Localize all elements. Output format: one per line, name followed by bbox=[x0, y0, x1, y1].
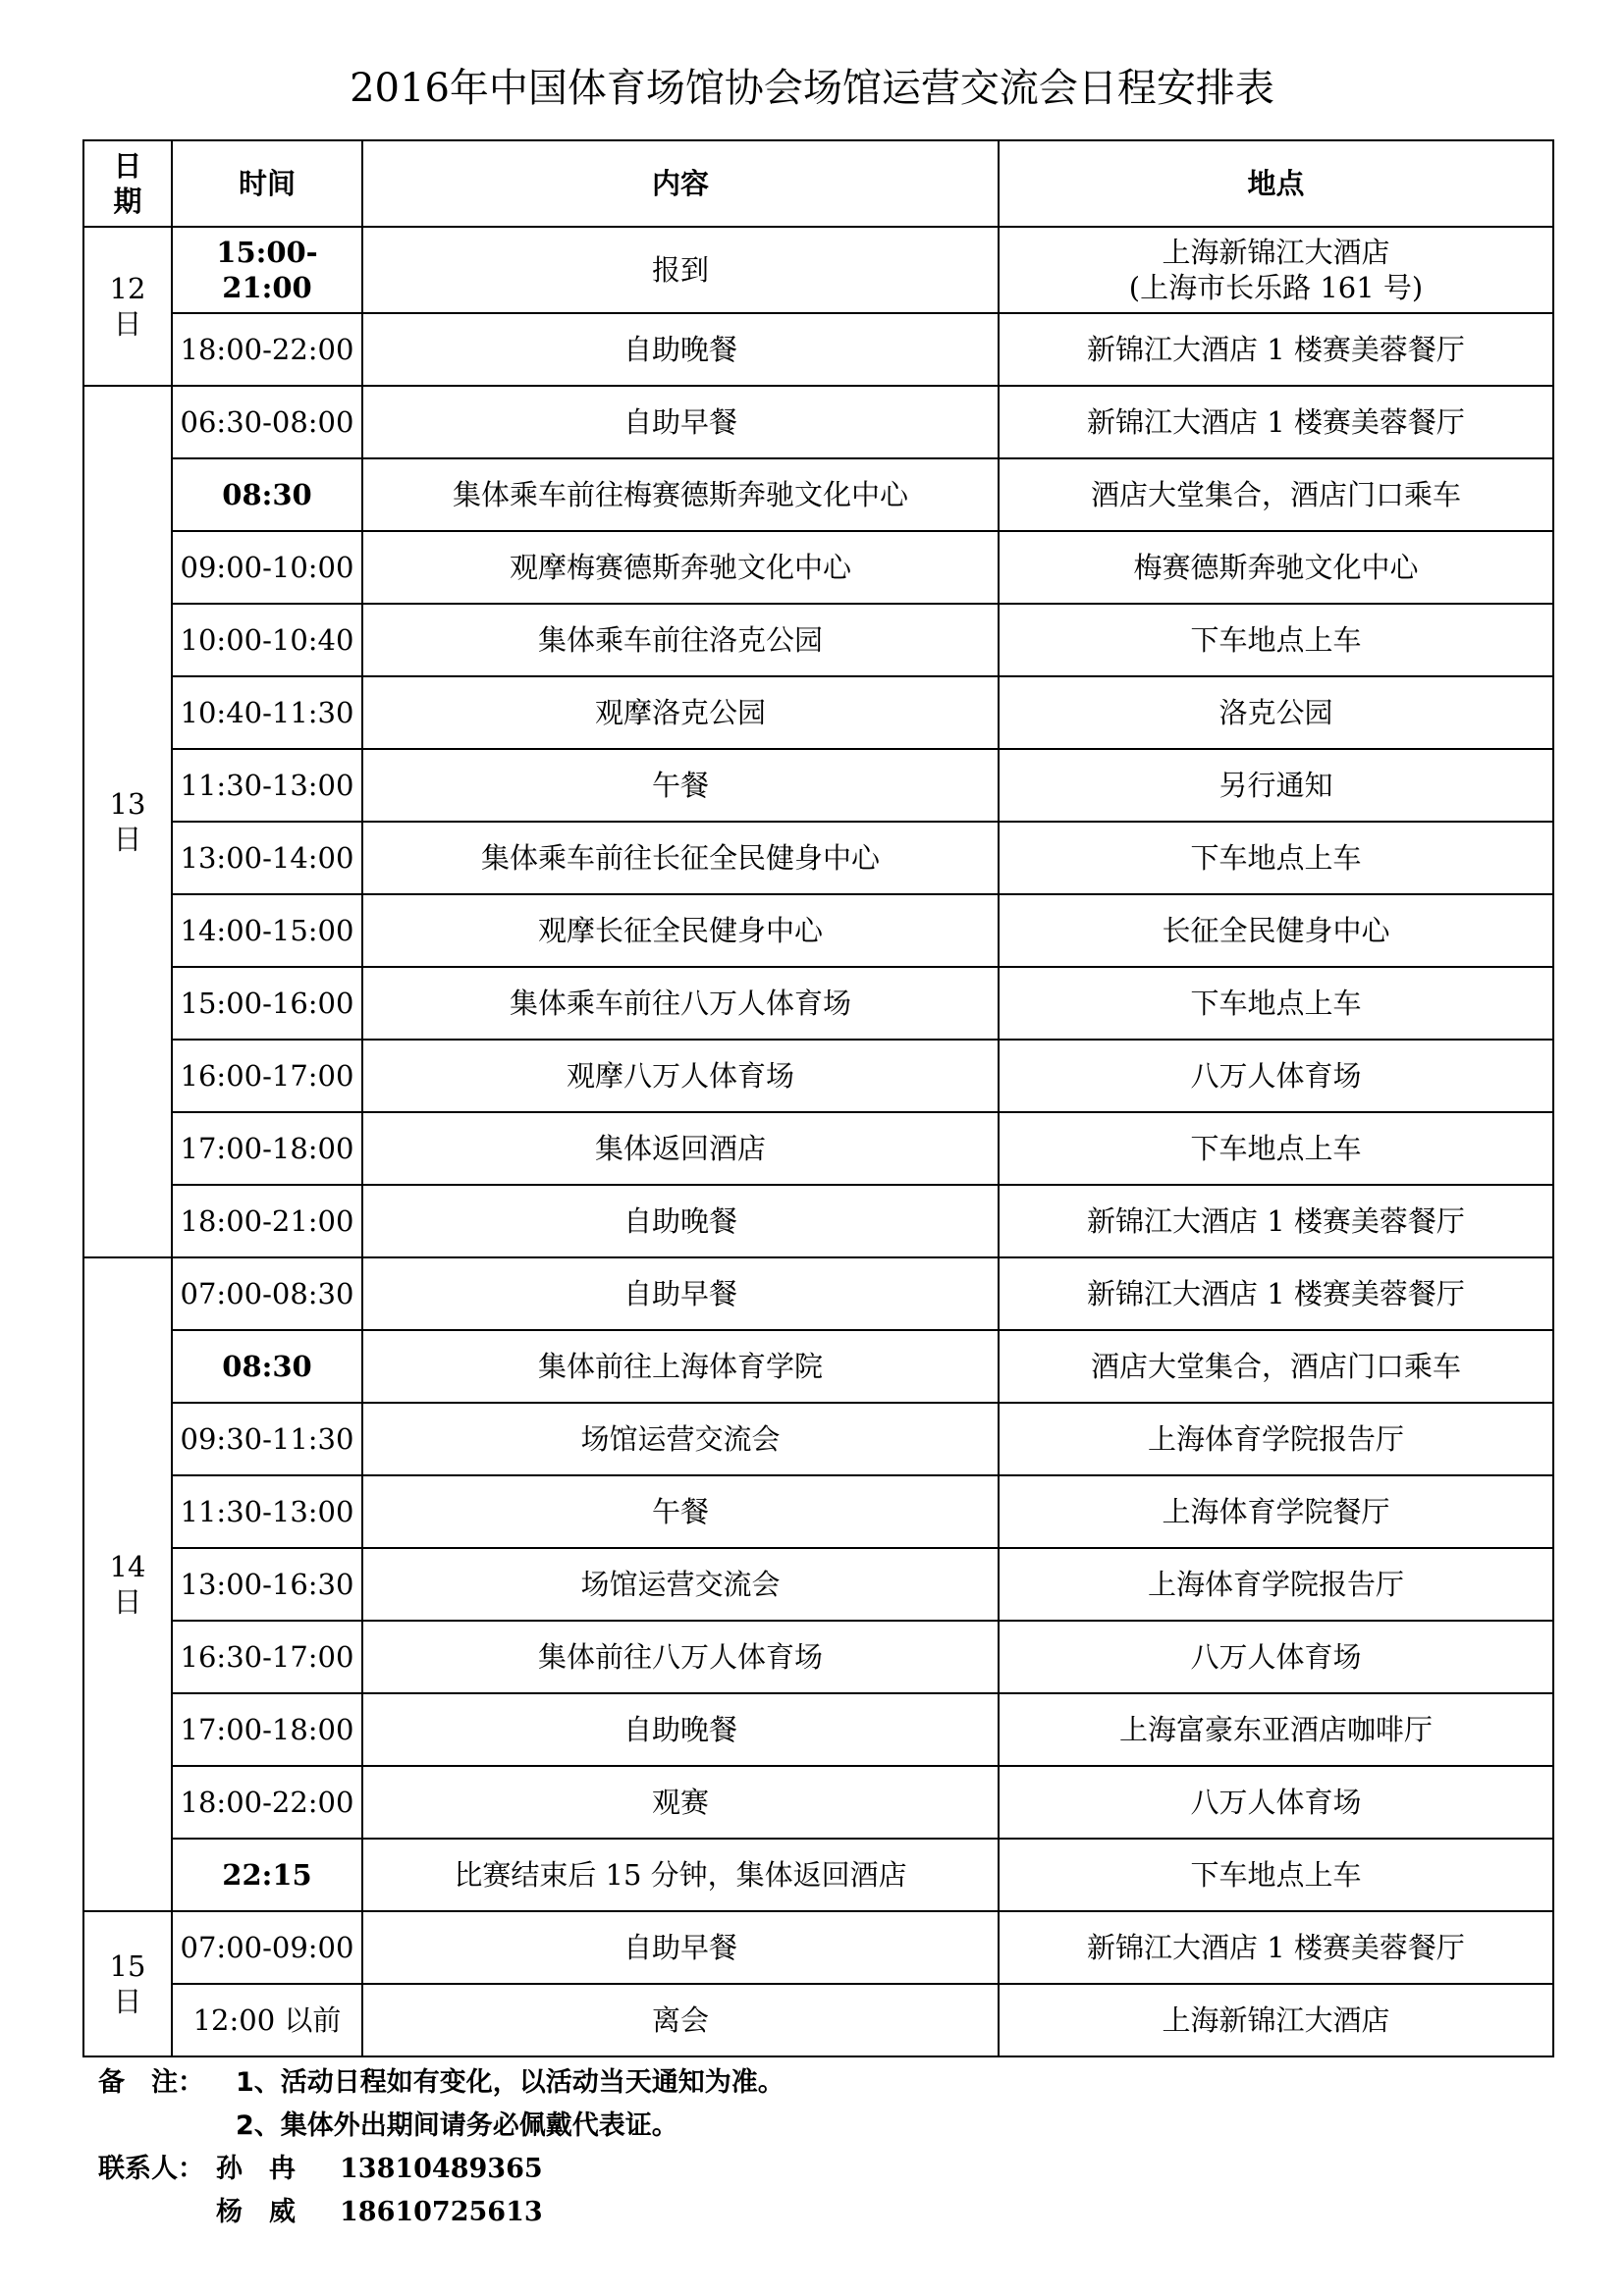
notes-label: 备 注： bbox=[98, 2067, 204, 2098]
contact-phone: 18610725613 bbox=[340, 2197, 543, 2227]
content-cell: 午餐 bbox=[362, 1475, 999, 1548]
time-cell: 09:00-10:00 bbox=[172, 531, 362, 604]
time-cell: 07:00-09:00 bbox=[172, 1911, 362, 1984]
content-cell: 自助晚餐 bbox=[362, 1693, 999, 1766]
page-title: 2016年中国体育场馆协会场馆运营交流会日程安排表 bbox=[350, 66, 1274, 111]
day-cell: 14 日 bbox=[83, 1257, 172, 1911]
place-cell bbox=[999, 1693, 1553, 1766]
table-row bbox=[83, 749, 1553, 822]
table-row bbox=[83, 1185, 1553, 1257]
contact-row-2 bbox=[98, 2191, 785, 2234]
place-cell bbox=[999, 1984, 1553, 2056]
table-row bbox=[83, 227, 1553, 313]
content-cell: 集体乘车前往梅赛德斯奔驰文化中心 bbox=[362, 458, 999, 531]
place-line: 梅赛德斯奔驰文化中心 bbox=[1133, 551, 1419, 584]
table-row bbox=[83, 894, 1553, 967]
contact-phone: 13810489365 bbox=[340, 2154, 543, 2184]
place-line: 下车地点上车 bbox=[1190, 623, 1362, 657]
schedule-table bbox=[82, 139, 1554, 2057]
place-cell bbox=[999, 1839, 1553, 1911]
place-line: 下车地点上车 bbox=[1190, 987, 1362, 1020]
day-cell: 15 日 bbox=[83, 1911, 172, 2056]
place-line: 下车地点上车 bbox=[1190, 1132, 1362, 1165]
time-cell: 09:30-11:30 bbox=[172, 1403, 362, 1475]
place-cell bbox=[999, 1185, 1553, 1257]
content-cell: 观摩洛克公园 bbox=[362, 676, 999, 749]
place-cell bbox=[999, 749, 1553, 822]
place-cell bbox=[999, 1548, 1553, 1621]
place-line: 上海体育学院报告厅 bbox=[1147, 1568, 1404, 1601]
place-cell bbox=[999, 458, 1553, 531]
table-row bbox=[83, 458, 1553, 531]
note-item: 1、活动日程如有变化，以活动当天通知为准。 bbox=[236, 2067, 785, 2098]
table-row bbox=[83, 1403, 1553, 1475]
place-cell bbox=[999, 386, 1553, 458]
place-cell bbox=[999, 1040, 1553, 1112]
place-cell bbox=[999, 1766, 1553, 1839]
content-cell: 场馆运营交流会 bbox=[362, 1403, 999, 1475]
table-row bbox=[83, 1839, 1553, 1911]
header-content: 内容 bbox=[362, 140, 999, 227]
table-row bbox=[83, 386, 1553, 458]
time-cell: 17:00-18:00 bbox=[172, 1693, 362, 1766]
time-cell: 18:00-22:00 bbox=[172, 313, 362, 386]
time-cell: 18:00-22:00 bbox=[172, 1766, 362, 1839]
contact-name: 杨 威 bbox=[216, 2197, 296, 2227]
time-cell: 15:00-21:00 bbox=[172, 227, 362, 313]
place-line: (上海市长乐路 161 号) bbox=[1128, 271, 1424, 304]
content-cell: 自助晚餐 bbox=[362, 1185, 999, 1257]
day-cell: 12 日 bbox=[83, 227, 172, 386]
table-row bbox=[83, 1257, 1553, 1330]
place-cell bbox=[999, 1257, 1553, 1330]
content-cell: 离会 bbox=[362, 1984, 999, 2056]
time-cell: 13:00-16:30 bbox=[172, 1548, 362, 1621]
content-cell: 比赛结束后 15 分钟，集体返回酒店 bbox=[362, 1839, 999, 1911]
table-row bbox=[83, 676, 1553, 749]
place-cell bbox=[999, 604, 1553, 676]
place-cell bbox=[999, 1112, 1553, 1185]
content-cell: 自助早餐 bbox=[362, 1911, 999, 1984]
note-row-1 bbox=[98, 2061, 785, 2105]
header-time: 时间 bbox=[172, 140, 362, 227]
place-line: 八万人体育场 bbox=[1190, 1059, 1362, 1093]
content-cell: 集体返回酒店 bbox=[362, 1112, 999, 1185]
place-cell bbox=[999, 1621, 1553, 1693]
time-cell: 10:40-11:30 bbox=[172, 676, 362, 749]
content-cell: 观摩八万人体育场 bbox=[362, 1040, 999, 1112]
content-cell: 自助晚餐 bbox=[362, 313, 999, 386]
table-row bbox=[83, 1766, 1553, 1839]
content-cell: 集体前往上海体育学院 bbox=[362, 1330, 999, 1403]
time-cell: 17:00-18:00 bbox=[172, 1112, 362, 1185]
place-line: 新锦江大酒店 1 楼赛美蓉餐厅 bbox=[1087, 1931, 1465, 1964]
note-item: 2、集体外出期间请务必佩戴代表证。 bbox=[236, 2110, 678, 2141]
time-cell: 07:00-08:30 bbox=[172, 1257, 362, 1330]
content-cell: 集体前往八万人体育场 bbox=[362, 1621, 999, 1693]
place-line: 下车地点上车 bbox=[1190, 841, 1362, 875]
place-line: 八万人体育场 bbox=[1190, 1640, 1362, 1674]
table-row bbox=[83, 1548, 1553, 1621]
time-cell: 16:30-17:00 bbox=[172, 1621, 362, 1693]
place-line: 上海富豪东亚酒店咖啡厅 bbox=[1118, 1713, 1433, 1746]
place-line: 洛克公园 bbox=[1218, 696, 1333, 729]
content-cell: 报到 bbox=[362, 227, 999, 313]
place-line: 上海体育学院餐厅 bbox=[1162, 1495, 1390, 1528]
table-row bbox=[83, 1621, 1553, 1693]
time-cell: 10:00-10:40 bbox=[172, 604, 362, 676]
time-cell: 12:00 以前 bbox=[172, 1984, 362, 2056]
table-row bbox=[83, 1984, 1553, 2056]
time-cell: 18:00-21:00 bbox=[172, 1185, 362, 1257]
place-line: 下车地点上车 bbox=[1190, 1858, 1362, 1892]
place-cell bbox=[999, 676, 1553, 749]
table-header-row bbox=[83, 140, 1553, 227]
place-cell bbox=[999, 227, 1553, 313]
header-day: 日 期 bbox=[83, 140, 172, 227]
place-line: 新锦江大酒店 1 楼赛美蓉餐厅 bbox=[1087, 405, 1465, 439]
table-row bbox=[83, 1475, 1553, 1548]
content-cell: 集体乘车前往长征全民健身中心 bbox=[362, 822, 999, 894]
content-cell: 观摩长征全民健身中心 bbox=[362, 894, 999, 967]
place-cell bbox=[999, 1475, 1553, 1548]
time-cell: 15:00-16:00 bbox=[172, 967, 362, 1040]
table-row bbox=[83, 967, 1553, 1040]
place-cell bbox=[999, 894, 1553, 967]
place-line: 新锦江大酒店 1 楼赛美蓉餐厅 bbox=[1087, 1204, 1465, 1238]
place-cell bbox=[999, 1330, 1553, 1403]
table-row bbox=[83, 604, 1553, 676]
table-row bbox=[83, 1330, 1553, 1403]
content-cell: 集体乘车前往八万人体育场 bbox=[362, 967, 999, 1040]
table-row bbox=[83, 822, 1553, 894]
time-cell: 22:15 bbox=[172, 1839, 362, 1911]
place-line: 新锦江大酒店 1 楼赛美蓉餐厅 bbox=[1087, 1277, 1465, 1310]
table-row bbox=[83, 313, 1553, 386]
header-place: 地点 bbox=[999, 140, 1553, 227]
contact-row-1 bbox=[98, 2148, 785, 2191]
place-cell bbox=[999, 313, 1553, 386]
day-cell: 13 日 bbox=[83, 386, 172, 1257]
time-cell: 13:00-14:00 bbox=[172, 822, 362, 894]
table-row bbox=[83, 1911, 1553, 1984]
time-cell: 16:00-17:00 bbox=[172, 1040, 362, 1112]
note-row-2 bbox=[98, 2105, 785, 2148]
content-cell: 场馆运营交流会 bbox=[362, 1548, 999, 1621]
content-cell: 观赛 bbox=[362, 1766, 999, 1839]
table-row bbox=[83, 1693, 1553, 1766]
place-cell bbox=[999, 531, 1553, 604]
place-line: 新锦江大酒店 1 楼赛美蓉餐厅 bbox=[1087, 333, 1465, 366]
place-cell bbox=[999, 822, 1553, 894]
time-cell: 14:00-15:00 bbox=[172, 894, 362, 967]
place-cell bbox=[999, 967, 1553, 1040]
place-cell bbox=[999, 1911, 1553, 1984]
content-cell: 午餐 bbox=[362, 749, 999, 822]
content-cell: 集体乘车前往洛克公园 bbox=[362, 604, 999, 676]
contacts-label: 联系人： bbox=[98, 2154, 204, 2184]
place-line: 八万人体育场 bbox=[1190, 1786, 1362, 1819]
contact-name: 孙 冉 bbox=[216, 2154, 296, 2184]
place-line: 酒店大堂集合，酒店门口乘车 bbox=[1090, 478, 1461, 511]
place-line: 酒店大堂集合，酒店门口乘车 bbox=[1090, 1350, 1461, 1383]
time-cell: 06:30-08:00 bbox=[172, 386, 362, 458]
time-cell: 11:30-13:00 bbox=[172, 749, 362, 822]
table-row bbox=[83, 531, 1553, 604]
place-cell bbox=[999, 1403, 1553, 1475]
place-line: 长征全民健身中心 bbox=[1162, 914, 1390, 947]
place-line: 上海新锦江大酒店 bbox=[1162, 236, 1390, 269]
place-line: 上海体育学院报告厅 bbox=[1147, 1422, 1404, 1456]
time-cell: 08:30 bbox=[172, 458, 362, 531]
table-row bbox=[83, 1040, 1553, 1112]
place-line: 上海新锦江大酒店 bbox=[1162, 2003, 1390, 2037]
content-cell: 自助早餐 bbox=[362, 1257, 999, 1330]
time-cell: 08:30 bbox=[172, 1330, 362, 1403]
time-cell: 11:30-13:00 bbox=[172, 1475, 362, 1548]
content-cell: 自助早餐 bbox=[362, 386, 999, 458]
content-cell: 观摩梅赛德斯奔驰文化中心 bbox=[362, 531, 999, 604]
table-row bbox=[83, 1112, 1553, 1185]
place-line: 另行通知 bbox=[1218, 769, 1333, 802]
notes-section bbox=[98, 2061, 785, 2234]
